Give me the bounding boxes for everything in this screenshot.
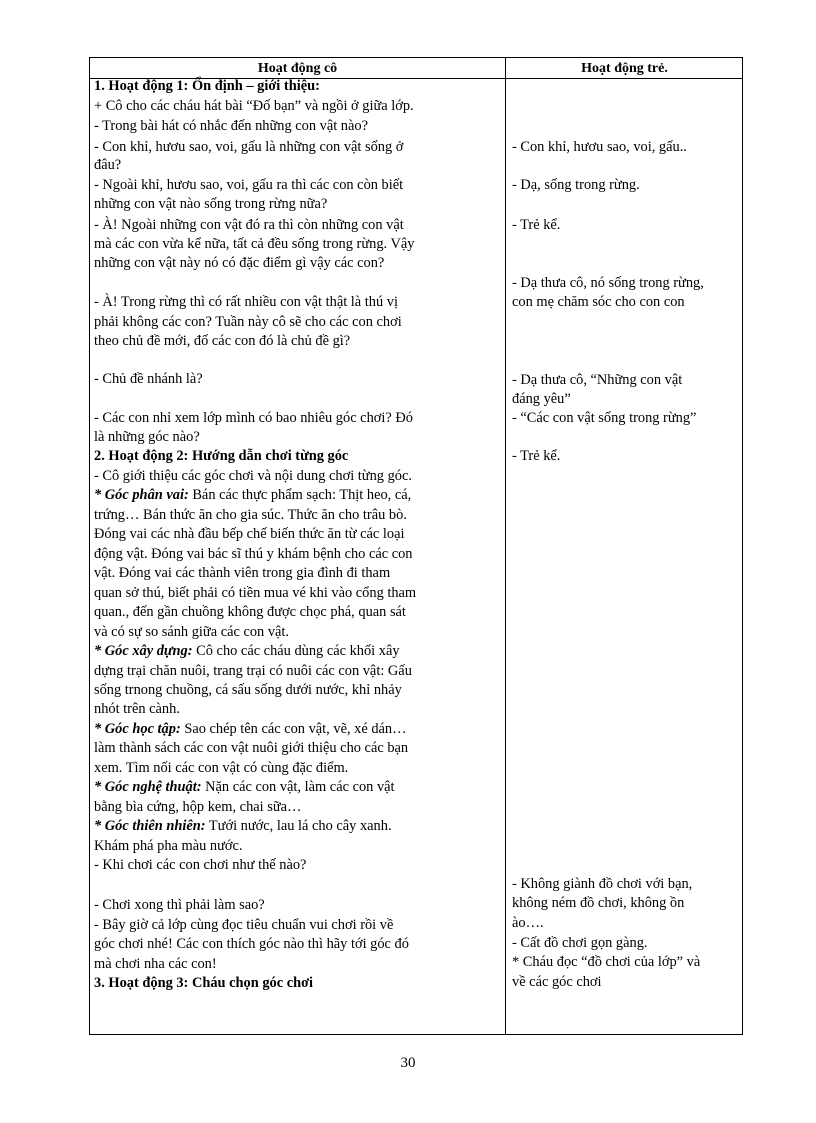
teacher-line — [94, 603, 406, 622]
teacher-line — [94, 313, 402, 332]
line-text: 3. Hoạt động 3: Cháu chọn góc chơi — [94, 975, 314, 991]
teacher-line — [94, 935, 409, 954]
teacher-line — [94, 955, 217, 974]
line-text: Đóng vai các nhà đầu bếp chế biến thức ăn từ các loại — [94, 526, 405, 542]
line-text: - Chủ đề nhánh là? — [94, 371, 203, 387]
corner-name: * Góc nghệ thuật: — [94, 779, 202, 795]
line-text: những con vật nào sống trong rừng nữa? — [94, 196, 328, 212]
line-text: làm thành sách các con vật nuôi giới thiệu cho các bạn — [94, 740, 409, 756]
teacher-line — [94, 486, 411, 505]
child-line: * Cháu đọc “đồ chơi của lớp” và — [512, 954, 701, 970]
teacher-line — [94, 370, 203, 389]
line-text: 1. Hoạt động 1: Ổn định – giới thiệu: — [94, 78, 320, 94]
teacher-line — [94, 817, 392, 836]
line-text: Sao chép tên các con vật, vẽ, xé dán… — [180, 721, 407, 737]
corner-name: * Góc xây dựng: — [94, 643, 193, 659]
teacher-line — [94, 235, 414, 254]
line-text: bằng bìa cứng, hộp kem, chai sữa… — [94, 799, 302, 815]
line-text: đâu? — [94, 157, 122, 173]
line-text: - Trong bài hát có nhắc đến những con vật nào? — [94, 118, 368, 134]
teacher-line — [94, 564, 390, 583]
corner-name: * Góc thiên nhiên: — [94, 818, 206, 834]
child-line: - Dạ thưa cô, nó sống trong rừng, — [512, 275, 704, 291]
line-text: - À! Ngoài những con vật đó ra thì còn những con vật — [94, 217, 404, 233]
teacher-line — [94, 506, 407, 525]
teacher-line — [94, 700, 180, 719]
child-line: - Không giành đồ chơi với bạn, — [512, 876, 693, 892]
child-column-header: Hoạt động trẻ. — [581, 61, 668, 76]
teacher-line — [94, 778, 395, 797]
teacher-line — [94, 216, 404, 235]
line-text: Khám phá pha màu nước. — [94, 838, 243, 854]
line-text: + Cô cho các cháu hát bài “Đố bạn” và ngồi ở giữa lớp. — [94, 98, 414, 114]
line-text: Cô cho các cháu dùng các khối xây — [192, 643, 400, 659]
child-line: - Trẻ kể. — [512, 217, 561, 233]
line-text: 2. Hoạt động 2: Hướng dẫn chơi từng góc — [94, 448, 349, 464]
teacher-line — [94, 720, 407, 739]
teacher-line — [94, 798, 301, 817]
teacher-line — [94, 623, 289, 642]
line-text: Nặn các con vật, làm các con vật — [201, 779, 395, 795]
activity-table — [89, 57, 743, 1035]
line-text: - À! Trong rừng thì có rất nhiều con vật thật là thú vị — [94, 294, 398, 310]
line-text: quan sở thú, biết phải có tiền mua vé khi vào cổng tham — [94, 585, 417, 601]
teacher-line — [94, 447, 348, 466]
child-line: đáng yêu” — [512, 391, 571, 407]
child-line: con mẹ chăm sóc cho con con — [512, 294, 685, 310]
child-line: không ném đồ chơi, không ồn — [512, 895, 685, 911]
teacher-line — [94, 759, 348, 778]
line-text: dựng trại chăn nuôi, trang trại có nuôi các con vật: Gấu — [94, 663, 412, 679]
line-text: - Các con nhỉ xem lớp mình có bao nhiêu góc chơi? Đó — [94, 410, 413, 426]
line-text: trứng… Bán thức ăn cho gia súc. Thức ăn cho trâu bò. — [94, 507, 407, 523]
line-text: sống trnong chuồng, cá sấu sống dưới nước, khỉ nhảy — [94, 682, 402, 698]
teacher-line — [94, 856, 306, 875]
teacher-line — [94, 525, 404, 544]
line-text: - Con khỉ, hươu sao, voi, gấu là những con vật sống ở — [94, 139, 404, 155]
teacher-line — [94, 739, 408, 758]
line-text: vật. Đóng vai các thành viên trong gia đình đi tham — [94, 565, 391, 581]
teacher-line — [94, 681, 402, 700]
line-text: - Cô giới thiệu các góc chơi và nội dung chơi từng góc. — [94, 468, 412, 484]
child-line: ào…. — [512, 915, 544, 931]
teacher-line — [94, 254, 384, 273]
child-line: - Cất đồ chơi gọn gàng. — [512, 935, 648, 951]
line-text: - Khi chơi các con chơi như thế nào? — [94, 857, 307, 873]
child-line: - Trẻ kể. — [512, 448, 561, 464]
line-text: phải không các con? Tuần này cô sẽ cho các con chơi — [94, 314, 402, 330]
child-line: về các góc chơi — [512, 974, 602, 990]
teacher-line — [94, 467, 412, 486]
teacher-line — [94, 896, 265, 915]
teacher-column-header: Hoạt động cô — [257, 61, 338, 76]
line-text: những con vật này nó có đặc điểm gì vậy các con? — [94, 255, 385, 271]
line-text: và có sự so sánh giữa các con vật. — [94, 624, 290, 640]
line-text: quan., đến gần chuồng không được chọc phá, quan sát — [94, 604, 406, 620]
line-text: góc chơi nhé! Các con thích góc nào thì hãy tới góc đó — [94, 936, 409, 952]
corner-name: * Góc học tập: — [94, 721, 181, 737]
teacher-line — [94, 584, 416, 603]
teacher-line — [94, 332, 350, 351]
teacher-line — [94, 837, 242, 856]
teacher-line — [94, 156, 121, 175]
teacher-line — [94, 916, 393, 935]
line-text: là những góc nào? — [94, 429, 200, 445]
corner-name: * Góc phân vai: — [94, 487, 189, 503]
child-line: - Con khỉ, hươu sao, voi, gấu.. — [512, 139, 687, 155]
teacher-line — [94, 138, 403, 157]
line-text: Bán các thực phẩm sạch: Thịt heo, cá, — [188, 487, 412, 503]
teacher-line — [94, 545, 413, 564]
line-text: - Chơi xong thì phải làm sao? — [94, 897, 265, 913]
child-line: - Dạ thưa cô, “Những con vật — [512, 372, 683, 388]
teacher-line — [94, 662, 412, 681]
teacher-line — [94, 293, 398, 312]
line-text: theo chủ đề mới, đố các con đó là chủ đề gì? — [94, 333, 351, 349]
teacher-line — [94, 974, 313, 993]
teacher-line — [94, 97, 414, 116]
line-text: Tưới nước, lau lá cho cây xanh. — [205, 818, 392, 834]
line-text: - Bây giờ cả lớp cùng đọc tiêu chuẩn vui chơi rồi về — [94, 917, 394, 933]
child-line: - “Các con vật sống trong rừng” — [512, 410, 697, 426]
child-line: - Dạ, sống trong rừng. — [512, 177, 640, 193]
teacher-line — [94, 642, 400, 661]
line-text: - Ngoài khỉ, hươu sao, voi, gấu ra thì các con còn biết — [94, 177, 404, 193]
line-text: mà chơi nha các con! — [94, 956, 217, 972]
teacher-line — [94, 409, 413, 428]
column-divider — [505, 58, 506, 1034]
line-text: nhót trên cành. — [94, 701, 180, 717]
line-text: xem. Tìm nối các con vật có cùng đặc điểm. — [94, 760, 349, 776]
teacher-line — [94, 117, 368, 136]
teacher-line — [94, 195, 327, 214]
teacher-line — [94, 77, 320, 96]
line-text: mà các con vừa kể nữa, tất cả đều sống trong rừng. Vậy — [94, 236, 415, 252]
teacher-line — [94, 176, 403, 195]
line-text: động vật. Đóng vai bác sĩ thú y khám bệnh cho các con — [94, 546, 413, 562]
teacher-line — [94, 428, 200, 447]
page-number: 30 — [400, 1055, 416, 1071]
